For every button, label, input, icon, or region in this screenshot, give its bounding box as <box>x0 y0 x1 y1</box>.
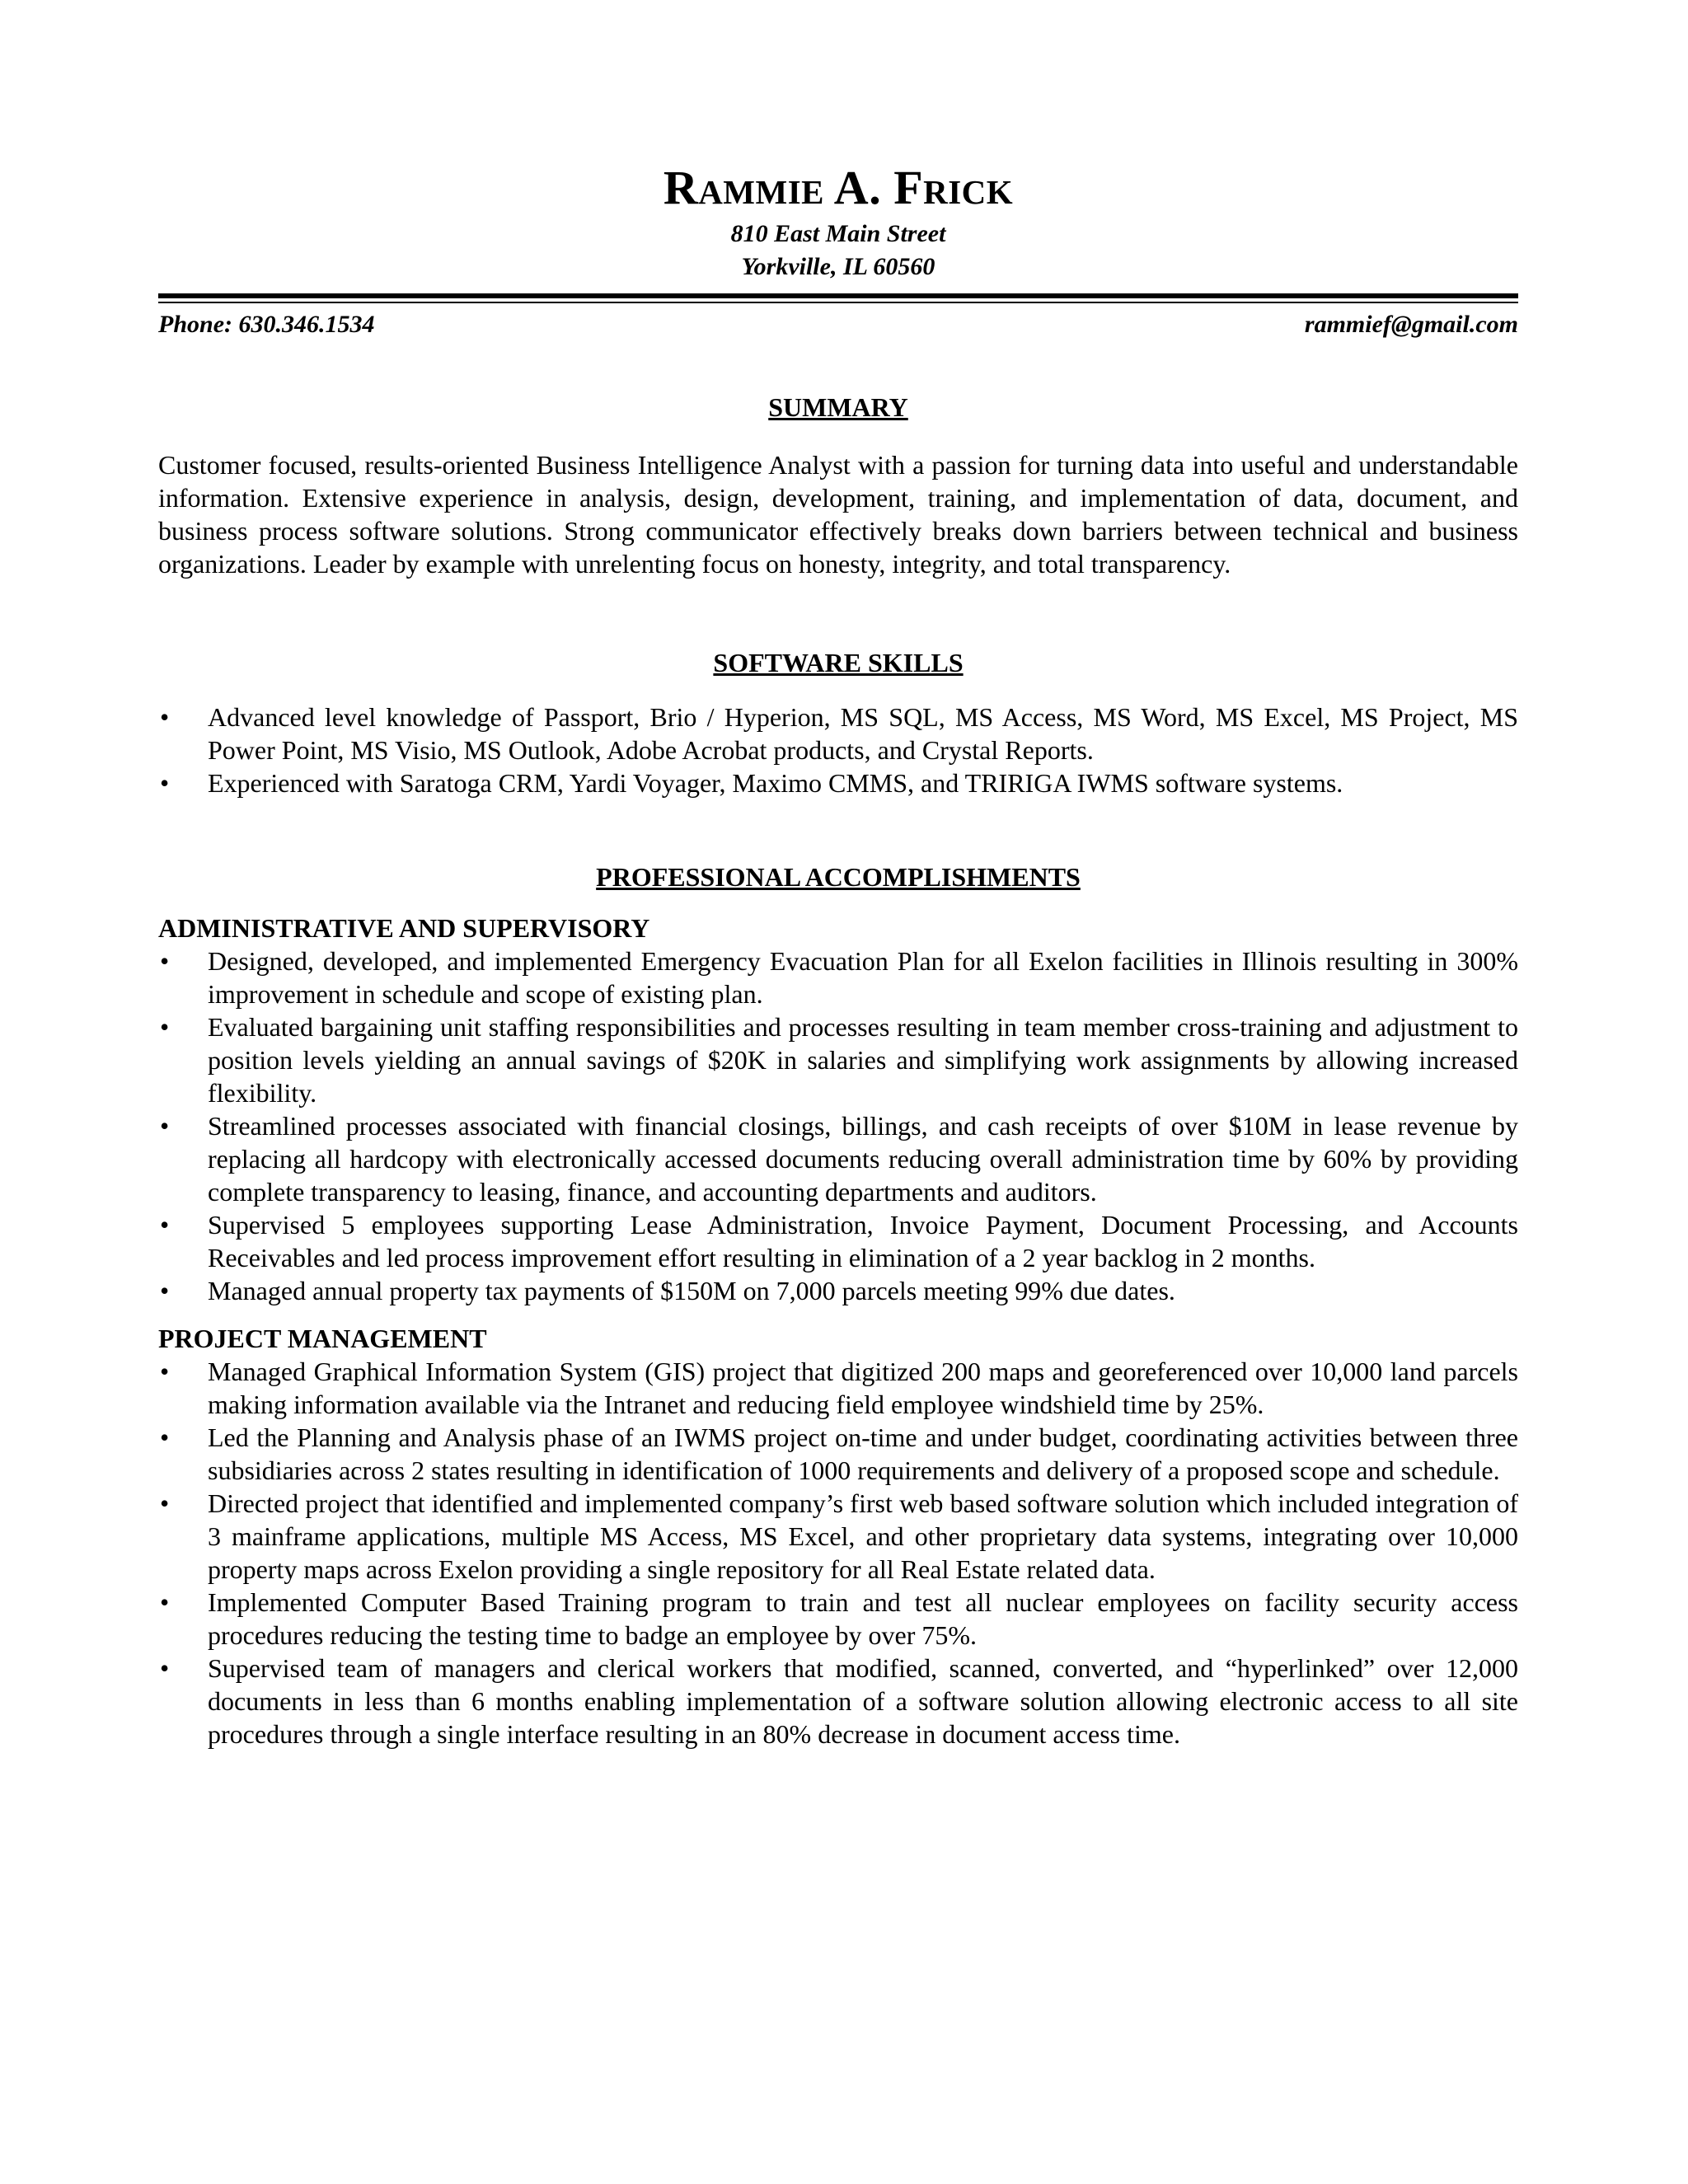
bullet-icon: • <box>160 1488 170 1518</box>
address-line-1: 810 East Main Street <box>730 220 946 247</box>
bullet-icon: • <box>160 1587 170 1617</box>
address-line-2: Yorkville, IL 60560 <box>741 253 935 280</box>
project-list <box>158 1355 1518 1750</box>
list-item: • Implemented Computer Based Training program to train and test all nuclear employees on facility security access procedures reducing the testing time to badge an employee by over 75%. <box>160 1587 1518 1650</box>
bullet-icon: • <box>160 768 170 798</box>
bullet-icon: • <box>160 946 170 976</box>
list-item: • Led the Planning and Analysis phase of an IWMS project on-time and under budget, coordinating activities between three subsidiaries across 2 states resulting in identification of 1000 requirements and delivery of a proposed scope and schedule. <box>160 1422 1518 1485</box>
bullet-icon: • <box>160 1111 170 1141</box>
admin-list <box>158 944 1518 1307</box>
summary-text: Customer focused, results-oriented Business Intelligence Analyst with a passion for turning data into useful and understandable information. Extensive experience in analysis, design, development, training, and implementation of data, document, and business process software solutions. Strong communicator effectively breaks down barriers between technical and business organizations. Leader by example with unrelenting focus on honesty, integrity, and total transparency. <box>158 450 1518 579</box>
list-item: • Evaluated bargaining unit staffing responsibilities and processes resulting in team member cross-training and adjustment to position levels yielding an annual savings of $20K in salaries and simplifying work assignments by allowing increased flexibility. <box>160 1012 1518 1108</box>
bullet-icon: • <box>160 1653 170 1683</box>
contact-row <box>158 308 1518 341</box>
bullet-icon: • <box>160 1357 170 1386</box>
accomplishments-title: PROFESSIONAL ACCOMPLISHMENTS <box>596 862 1081 892</box>
admin-subtitle: ADMINISTRATIVE AND SUPERVISORY <box>158 913 650 943</box>
header-rule-thin <box>158 302 1518 303</box>
bullet-icon: • <box>160 702 170 732</box>
list-item: • Supervised team of managers and clerical workers that modified, scanned, converted, and “hyperlinked” over 12,000 documents in less than 6 months enabling implementation of a software solution allowing electronic access to all site procedures through a single interface resulting in an 80% decrease in document access time. <box>160 1653 1518 1749</box>
list-item: • Managed Graphical Information System (GIS) project that digitized 200 maps and georeferenced over 10,000 land parcels making information available via the Intranet and reducing field employee windshield time by 25%. <box>160 1357 1518 1419</box>
bullet-icon: • <box>160 1276 170 1305</box>
list-item: • Managed annual property tax payments of $150M on 7,000 parcels meeting 99% due dates. <box>160 1276 1175 1305</box>
candidate-name: Rammie A. Frick <box>663 161 1014 214</box>
bullet-icon: • <box>160 1422 170 1452</box>
list-item: • Streamlined processes associated with financial closings, billings, and cash receipts of over $10M in lease revenue by replacing all hardcopy with electronically accessed documents reducing overall administration time by 60% by providing complete transparency to leasing, finance, and accounting departments and auditors. <box>160 1111 1518 1207</box>
skills-list <box>158 701 1518 799</box>
list-item: • Supervised 5 employees supporting Lease Administration, Invoice Payment, Document Processing, and Accounts Receivables and led process improvement effort resulting in elimination of a 2 year backlog in 2 months. <box>160 1210 1518 1272</box>
phone: Phone: 630.346.1534 <box>158 311 375 338</box>
project-subtitle: PROJECT MANAGEMENT <box>158 1324 487 1353</box>
summary-title: SUMMARY <box>768 392 908 422</box>
header-rule-thick <box>158 293 1518 298</box>
list-item: • Directed project that identified and implemented company’s first web based software solution which included integration of 3 mainframe applications, multiple MS Access, MS Excel, and other proprietary data systems, integrating over 10,000 property maps across Exelon providing a single repository for all Real Estate related data. <box>160 1488 1518 1584</box>
email: rammief@gmail.com <box>1304 311 1518 338</box>
skills-title: SOFTWARE SKILLS <box>713 648 964 677</box>
list-item: • Designed, developed, and implemented Emergency Evacuation Plan for all Exelon facilities in Illinois resulting in 300% improvement in schedule and scope of existing plan. <box>160 946 1518 1009</box>
bullet-icon: • <box>160 1210 170 1240</box>
bullet-icon: • <box>160 1012 170 1042</box>
resume-content <box>158 158 1518 1750</box>
list-item: • Experienced with Saratoga CRM, Yardi Voyager, Maximo CMMS, and TRIRIGA IWMS software systems. <box>160 768 1343 798</box>
list-item: • Advanced level knowledge of Passport, Brio / Hyperion, MS SQL, MS Access, MS Word, MS Excel, MS Project, MS Power Point, MS Visio, MS Outlook, Adobe Acrobat products, and Crystal Reports. <box>160 702 1518 765</box>
